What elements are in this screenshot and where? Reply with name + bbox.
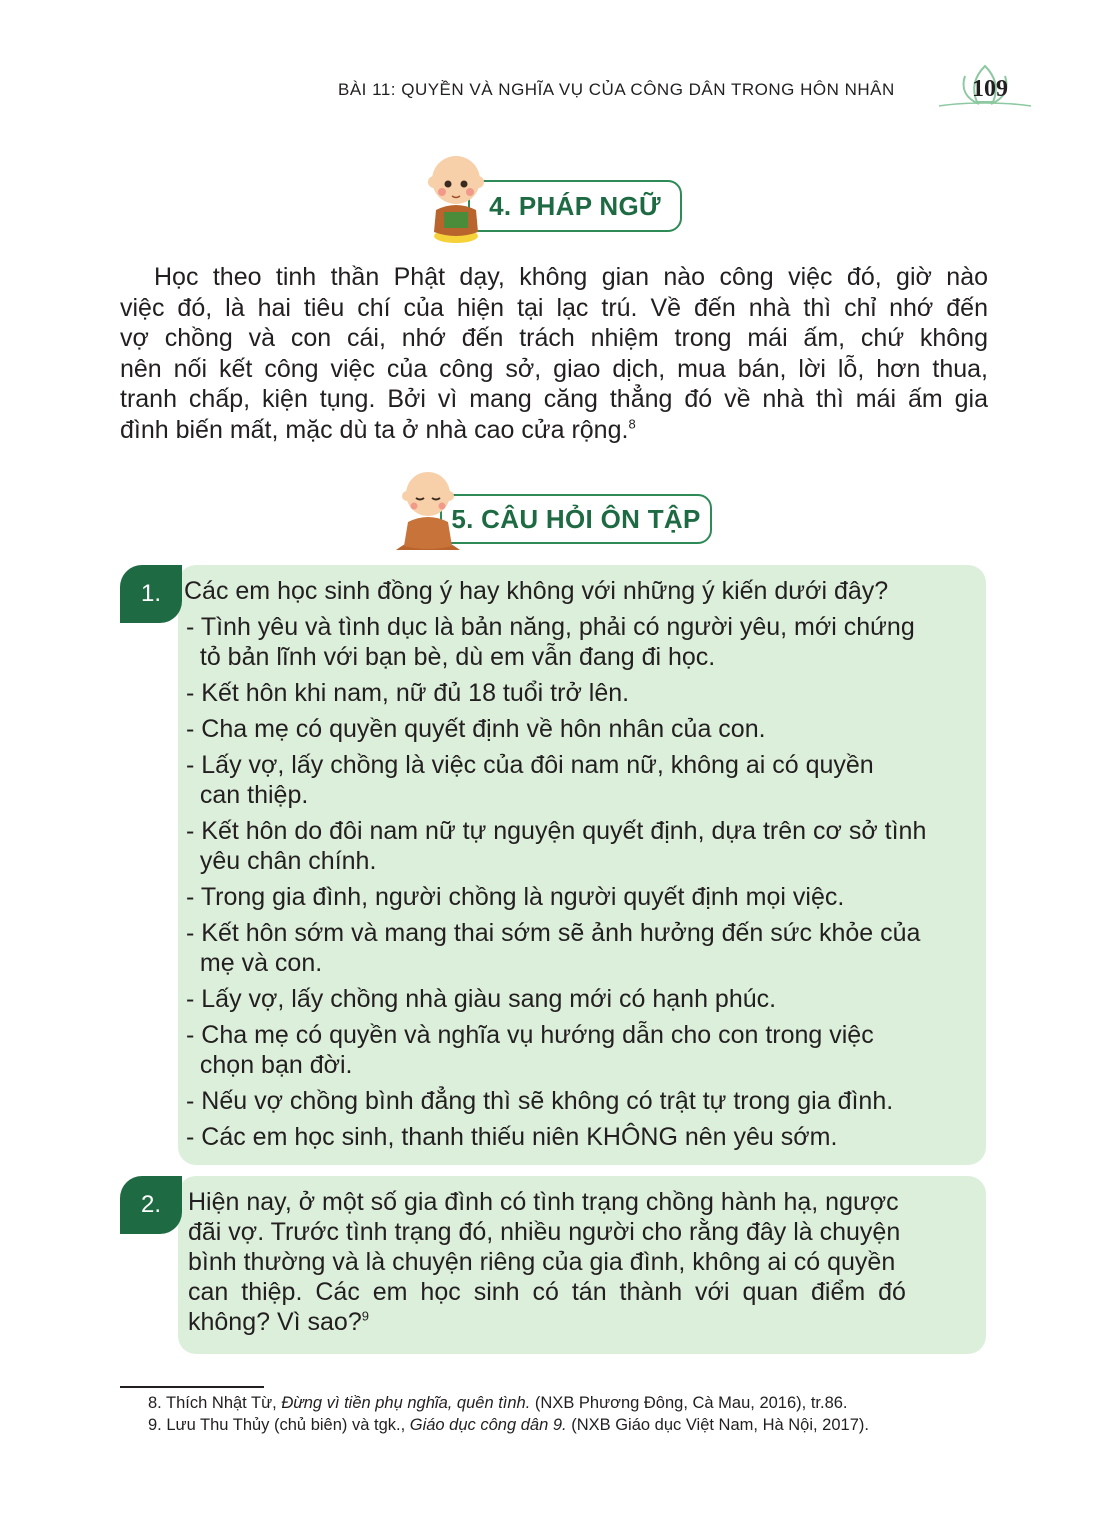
footnote-ref-8: 8: [628, 416, 636, 432]
footnote-8: [148, 1394, 848, 1413]
opinion-line: mẹ và con.: [186, 949, 323, 977]
section-5-badge: [392, 466, 722, 556]
question-2-line: Hiện nay, ở một số gia đình có tình trạng chồng hành hạ, ngược: [188, 1188, 899, 1216]
question-1-text: Các em học sinh đồng ý hay không với những ý kiến dưới đây?: [184, 577, 889, 605]
opinion-line: - Kết hôn sớm và mang thai sớm sẽ ảnh hưởng đến sức khỏe của: [186, 919, 921, 947]
footnote-9: [148, 1416, 869, 1435]
opinion-line: - Kết hôn do đôi nam nữ tự nguyện quyết định, dựa trên cơ sở tình: [186, 817, 927, 845]
opinion-line: - Nếu vợ chồng bình đẳng thì sẽ không có trật tự trong gia đình.: [186, 1087, 894, 1115]
page-number: 109: [972, 76, 1008, 102]
opinion-line: - Lấy vợ, lấy chồng là việc của đôi nam nữ, không ai có quyền: [186, 751, 874, 779]
question-2-line: đãi vợ. Trước tình trạng đó, nhiều người cho rằng đây là chuyện: [188, 1218, 901, 1246]
footnote-ref-9: 9: [361, 1308, 369, 1324]
opinion-line: - Trong gia đình, người chồng là người quyết định mọi việc.: [186, 883, 845, 911]
opinion-line: - Cha mẹ có quyền quyết định về hôn nhân của con.: [186, 715, 766, 743]
question-1-number: 1.: [120, 565, 182, 623]
footnote-divider: [120, 1386, 264, 1388]
section-4-heading: 4. PHÁP NGỮ: [489, 190, 661, 221]
paragraph-line: Học theo tinh thần Phật dạy, không gian nào công việc đó, giờ nào: [154, 263, 988, 291]
paragraph-line: nên nối kết công việc của công sở, giao dịch, mua bán, lời lỗ, hơn thua,: [120, 354, 988, 383]
monk-reading-icon: [424, 150, 494, 245]
question-2-line: không? Vì sao?: [188, 1308, 362, 1336]
footnote-9-author: 9. Lưu Thu Thủy (chủ biên) và tgk.,: [148, 1416, 410, 1434]
opinion-line: yêu chân chính.: [186, 847, 377, 875]
opinion-line: - Kết hôn khi nam, nữ đủ 18 tuổi trở lên.: [186, 679, 630, 707]
opinion-line: - Cha mẹ có quyền và nghĩa vụ hướng dẫn cho con trong việc: [186, 1021, 874, 1049]
paragraph-line: vợ chồng và con cái, nhớ đến trách nhiệm trong mái ấm, chứ không: [120, 324, 988, 352]
section-5-heading: 5. CÂU HỎI ÔN TẬP: [451, 503, 701, 534]
question-2-number: 2.: [120, 1176, 182, 1234]
question-2-line: can thiệp. Các em học sinh có tán thành với quan điểm đó: [188, 1278, 906, 1306]
paragraph-line: việc đó, là hai tiêu chí của hiện tại lạc trú. Về đến nhà thì chỉ nhớ đến: [120, 293, 988, 322]
dharma-paragraph: [120, 262, 988, 445]
paragraph-line: đình biến mất, mặc dù ta ở nhà cao cửa rộng.: [120, 415, 629, 444]
footnote-9-publisher: (NXB Giáo dục Việt Nam, Hà Nội, 2017).: [566, 1416, 869, 1434]
section-4-badge: [424, 150, 684, 245]
opinion-line: - Tình yêu và tình dục là bản năng, phải có người yêu, mới chứng: [186, 613, 915, 641]
opinion-line: tỏ bản lĩnh với bạn bè, dù em vẫn đang đi học.: [186, 643, 716, 671]
opinion-line: chọn bạn đời.: [186, 1051, 353, 1079]
footnote-9-title: Giáo dục công dân 9.: [409, 1416, 567, 1434]
paragraph-line: tranh chấp, kiện tụng. Bởi vì mang căng thẳng đó về nhà thì mái ấm gia: [120, 385, 988, 413]
running-header-title: BÀI 11: QUYỀN VÀ NGHĨA VỤ CỦA CÔNG DÂN TRONG HÔN NHÂN: [338, 80, 895, 99]
footnote-8-publisher: (NXB Phương Đông, Cà Mau, 2016), tr.86.: [530, 1394, 848, 1412]
footnote-8-title: Đừng vì tiền phụ nghĩa, quên tình.: [281, 1394, 531, 1412]
opinion-line: - Các em học sinh, thanh thiếu niên KHÔNG nên yêu sớm.: [186, 1123, 838, 1151]
footnote-8-author: 8. Thích Nhật Từ,: [148, 1394, 282, 1412]
monk-meditating-icon: [392, 466, 464, 556]
opinion-line: can thiệp.: [186, 781, 309, 809]
question-2-line: bình thường và là chuyện riêng của gia đình, không ai có quyền: [188, 1248, 896, 1276]
opinion-line: - Lấy vợ, lấy chồng nhà giàu sang mới có hạnh phúc.: [186, 985, 777, 1013]
